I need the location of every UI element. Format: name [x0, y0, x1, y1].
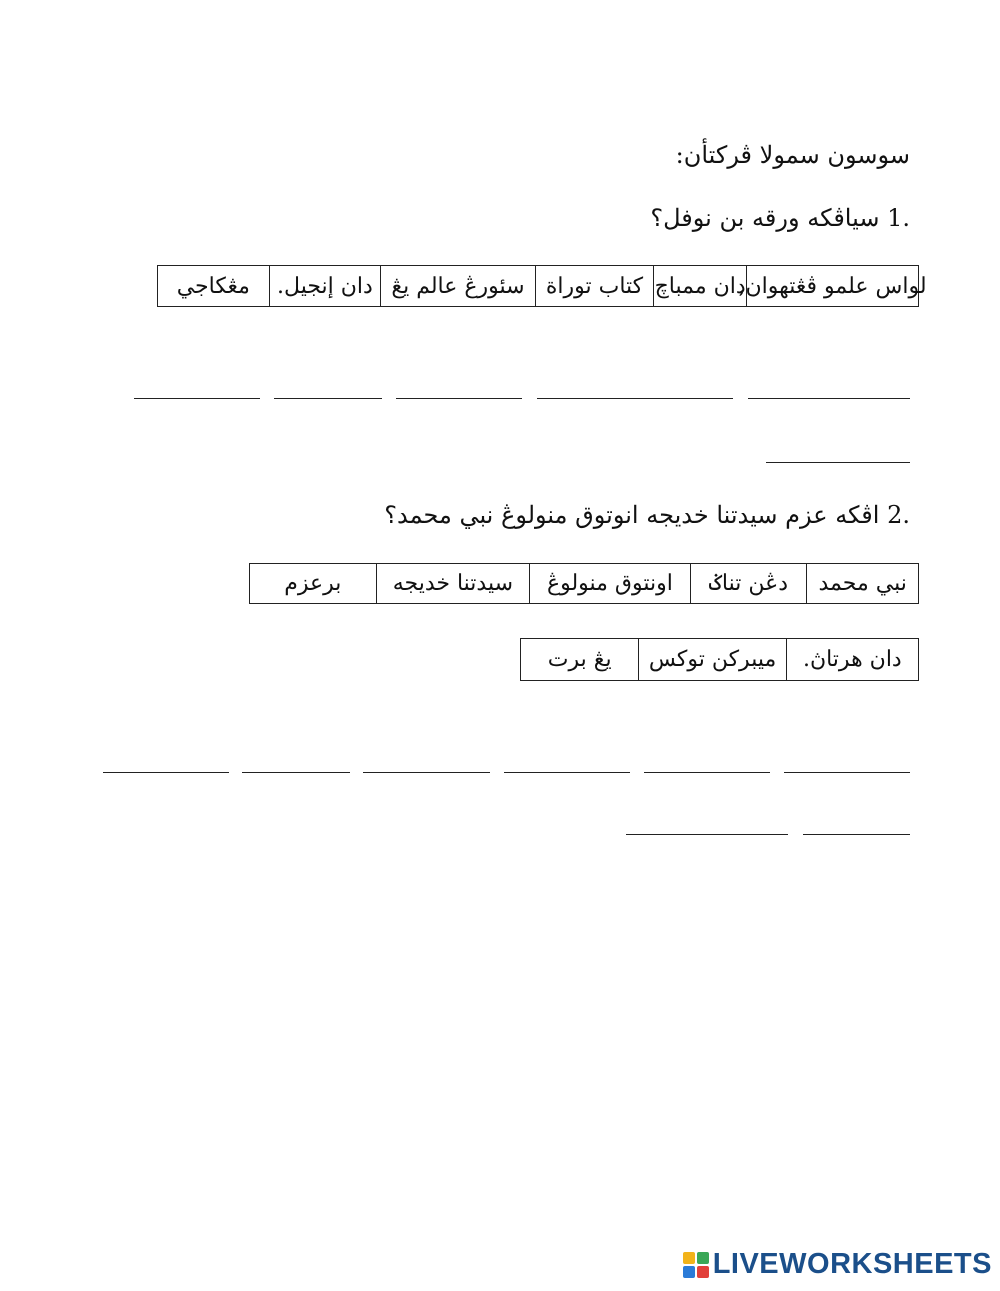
q1-chip[interactable]: دان إنجيل. [269, 266, 381, 306]
q2-answer-blank[interactable] [784, 772, 910, 773]
q2-chip[interactable]: نبي محمد [806, 564, 918, 603]
q2-chip[interactable]: دان هرتاڽ. [786, 639, 918, 680]
q1-chip[interactable]: كتاب توراة [535, 266, 654, 306]
q2-chip[interactable]: برعزم [284, 571, 342, 596]
q2-word-bank-row-1 [249, 563, 919, 604]
q1-answer-blank[interactable] [766, 462, 910, 463]
q2-chip[interactable]: دڠن تناݢ [690, 564, 807, 603]
q2-answer-blank[interactable] [626, 834, 788, 835]
logo-text: LIVEWORKSHEETS [712, 1248, 992, 1280]
q1-chip[interactable]: مڠكاجي [176, 273, 250, 299]
q1-chip[interactable]: دان ممباچ [653, 266, 746, 306]
question-1-text: سياڤكه ورقه بن نوفل؟ [650, 204, 880, 232]
q2-word-bank-row-2 [520, 638, 919, 681]
question-1 [650, 204, 910, 232]
q1-chip[interactable]: سئورڠ عالم يڠ [380, 266, 534, 306]
question-1-number: 1. [887, 204, 910, 232]
q2-chip[interactable]: اونتوق منولوڠ [529, 564, 690, 603]
q2-answer-blank[interactable] [103, 772, 229, 773]
logo-blocks-icon [683, 1252, 709, 1278]
q1-answer-blank[interactable] [134, 398, 260, 399]
q2-answer-blank[interactable] [644, 772, 770, 773]
liveworksheets-logo [683, 1248, 992, 1281]
q2-answer-blank[interactable] [803, 834, 910, 835]
q2-chip[interactable]: يڠ برت [547, 647, 612, 672]
q1-answer-blank[interactable] [396, 398, 522, 399]
instruction-text: سوسون سمولا ڤركتأن: [675, 141, 910, 169]
q2-answer-blank[interactable] [504, 772, 630, 773]
q2-answer-blank[interactable] [242, 772, 350, 773]
q2-chip[interactable]: سيدتنا خديجه [376, 564, 530, 603]
q1-word-bank [157, 265, 927, 307]
q1-answer-blank[interactable] [537, 398, 733, 399]
question-2-text: اڤكه عزم سيدتنا خديجه انوتوق منولوڠ نبي محمد؟ [384, 501, 880, 529]
q1-answer-blank[interactable] [748, 398, 910, 399]
question-2-number: 2. [887, 501, 910, 529]
question-2 [384, 501, 910, 529]
q1-answer-blank[interactable] [274, 398, 382, 399]
q2-chip[interactable]: ميبركن توكس [638, 639, 785, 680]
q2-answer-blank[interactable] [363, 772, 490, 773]
q1-chip[interactable]: لواس علمو ڤڠتهوان, [746, 266, 918, 306]
